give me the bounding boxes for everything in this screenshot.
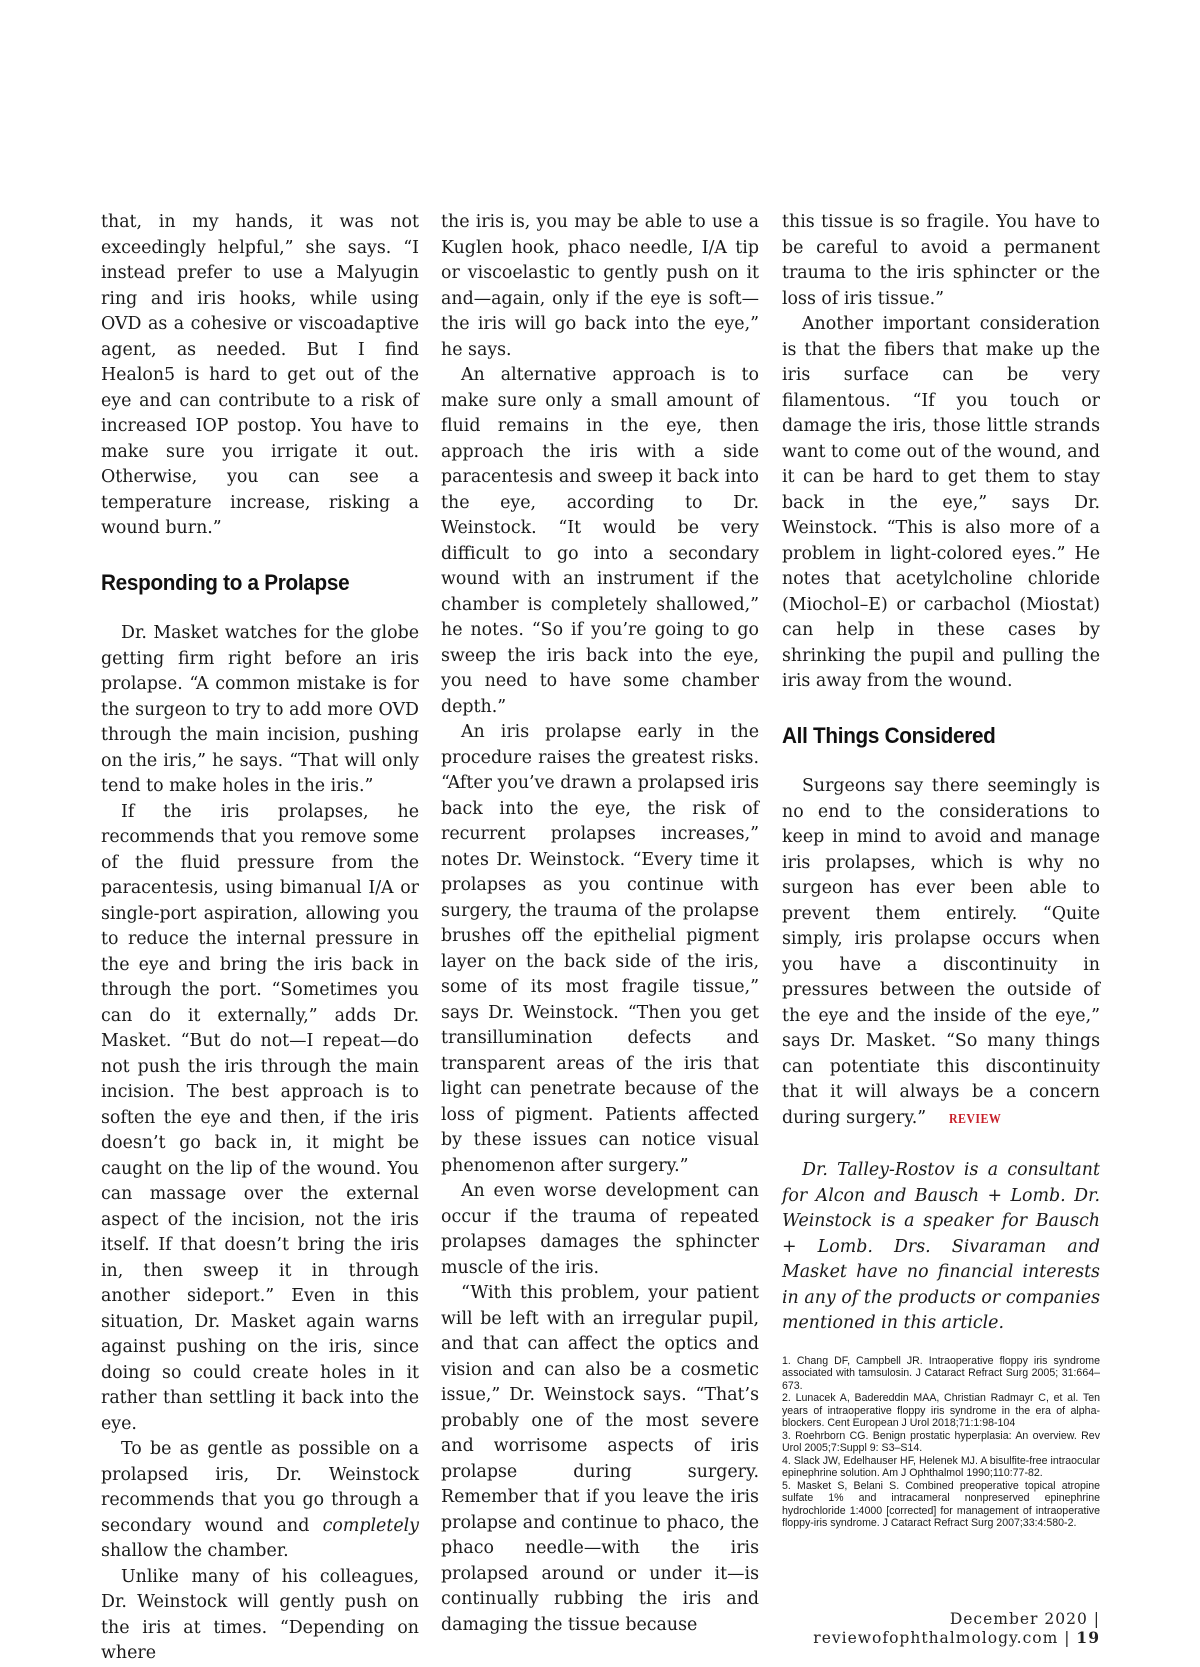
references-list (782, 1355, 1100, 1530)
paragraph: Dr. Masket watches for the globe getting firm right before an iris prolapse. “A common mistake is for the surgeon to try to add more OVD through the main incision, pushing on the iris,” he says. “That will only tend to make holes in the iris.” (101, 623, 419, 796)
text-span: shallow the chamber. (101, 1541, 289, 1561)
reference-item: 4. Slack JW, Edelhauser HF, Helenek MJ. A bisulfite-free intraocular epinephrine solution. Am J Ophthalmol 1990;110:77-82. (782, 1454, 1100, 1479)
paragraph: “With this problem, your patient will be left with an irregular pupil, and that can affect the optics and vision and can also be a cosmetic issue,” Dr. Weinstock says. “That’s probably one of the most severe and worrisome aspects of iris prolapse during surgery. Remember that if you leave the iris prolapse and continue to phaco, the phaco needle—with the iris prolapsed around or under it—is continually rubbing the iris and damaging the tissue because (441, 1283, 759, 1635)
column-right (782, 210, 1100, 1530)
paragraph: the iris is, you may be able to use a Kuglen hook, phaco needle, I/A tip or viscoelastic to gently push on it and—again, only if the eye is soft—the iris will go back into the eye,” he says. (441, 212, 759, 360)
reference-item: 3. Roehrborn CG. Benign prostatic hyperplasia: An overview. Rev Urol 2005;7:Suppl 9: S3–S14. (782, 1429, 1100, 1454)
paragraph: An alternative approach is to make sure only a small amount of fluid remains in the eye, then approach the iris with a side paracentesis and sweep it back into the eye, according to Dr. Weinstock. “It would be very difficult to go into a secondary wound with an instrument if the chamber is completely shallowed,” he notes. “So if you’re going to go sweep the iris back into the eye, you need to have some chamber depth.” (441, 365, 759, 717)
reference-item: 2. Lunacek A, Badereddin MAA, Christian Radmayr C, et al. Ten years of intraoperative floppy iris syndrome in the era of alpha-blockers. Cent European J Urol 2018;71:1:98-104 (782, 1392, 1100, 1429)
paragraph: Unlike many of his colleagues, Dr. Weinstock will gently push on the iris at times. “Depending on where (101, 1566, 419, 1663)
page-footer (700, 1610, 1100, 1647)
text-span: To be as gentle as possible on a prolapsed iris, Dr. Weinstock recommends that you go through a secondary wound and (101, 1439, 419, 1536)
paragraph: Another important consideration is that the fibers that make up the iris surface can be very filamentous. “If you touch or damage the iris, those little strands want to come out of the wound, and it can be hard to get them to stay back in the eye,” says Dr. Weinstock. “This is also more of a problem in light-colored eyes.” He notes that acetylcholine chloride (Miochol–E) or carbachol (Miostat) can help in these cases by shrinking the pupil and pulling the iris away from the wound. (782, 314, 1100, 691)
column-left (101, 210, 419, 1667)
footer-text: December 2020 | reviewofophthalmology.com | (813, 1610, 1100, 1647)
paragraph: that, in my hands, it was not exceedingly helpful,” she says. “I instead prefer to use a Malyugin ring and iris hooks, while using OVD as a cohesive or viscoadaptive agent, as needed. But I find Healon5 is hard to get out of the eye and can contribute to a risk of increased IOP postop. You have to make sure you irrigate it out. Otherwise, you can see a temperature increase, risking a wound burn.” (101, 212, 419, 538)
paragraph: If the iris prolapses, he recommends that you remove some of the fluid pressure from the paracentesis, using bimanual I/A or single-port aspiration, allowing you to reduce the internal pressure in the eye and bring the iris back in through the port. “Sometimes you can do it externally,” adds Dr. Masket. “But do not—I repeat—do not push the iris through the main incision. The best approach is to soften the eye and then, if the iris doesn’t go back in, it might be caught on the lip of the wound. You can massage over the external aspect of the incision, not the iris itself. If that doesn’t bring the iris in, then sweep it in through another sideport.” Even in this situation, Dr. Masket again warns against pushing on the iris, since doing so could create holes in it rather than settling it back into the eye. (101, 801, 419, 1434)
reference-item: 1. Chang DF, Campbell JR. Intraoperative floppy iris syndrome associated with tamsulosin. J Cataract Refract Surg 2005; 31:664–673. (782, 1354, 1100, 1392)
reference-item: 5. Masket S, Belani S. Combined preoperative topical atropine sulfate 1% and intracameral nonpreserved epinephrine hydrochloride 1:4000 [corrected] for management of intraoperative floppy-iris syndrome. J Cataract Refract Surg 2007;33:4:580-2. (782, 1479, 1100, 1529)
review-logo: REVIEW (949, 1111, 1002, 1127)
paragraph: An iris prolapse early in the procedure raises the greatest risks. “After you’ve drawn a prolapsed iris back into the eye, the risk of recurrent prolapses increases,” notes Dr. Weinstock. “Every time it prolapses as you continue with surgery, the trauma of the prolapse brushes off the epithelial pigment layer on the back side of the iris, some of its most fragile tissue,” says Dr. Weinstock. “Then you get transillumination defects and transparent areas of the iris that light can penetrate because of the loss of pigment. Patients affected by these issues can notice visual phenomenon after surgery.” (441, 722, 759, 1176)
paragraph: An even worse development can occur if the trauma of repeated prolapses damages the sphincter muscle of the iris. (441, 1181, 759, 1278)
section-heading: All Things Considered (782, 722, 996, 748)
emphasis: completely (322, 1515, 419, 1536)
page-number: 19 (1076, 1628, 1100, 1647)
section-heading: Responding to a Prolapse (101, 569, 350, 595)
column-middle (441, 210, 759, 1638)
text-span: Surgeons say there seemingly is no end to the considerations to keep in mind to avoid and manage iris prolapses, which is why no surgeon has ever been able to prevent them entirely. “Quite simply, iris prolapse occurs when you have a discontinuity in pressures between the outside of the eye and the inside of the eye,” says Dr. Masket. “So many things can potentiate this discontinuity that it will always be a concern during surgery.” (782, 776, 1100, 1128)
paragraph (782, 774, 1100, 1132)
disclosure: Dr. Talley-Rostov is a consultant for Alcon and Bausch + Lomb. Dr. Weinstock is a speaker for Bausch + Lomb. Drs. Sivaraman and Masket have no financial interests in any of the products or companies mentioned in this article. (782, 1160, 1100, 1333)
paragraph (101, 1437, 419, 1565)
paragraph: this tissue is so fragile. You have to be careful to avoid a permanent trauma to the iris sphincter or the loss of iris tissue.” (782, 212, 1100, 309)
